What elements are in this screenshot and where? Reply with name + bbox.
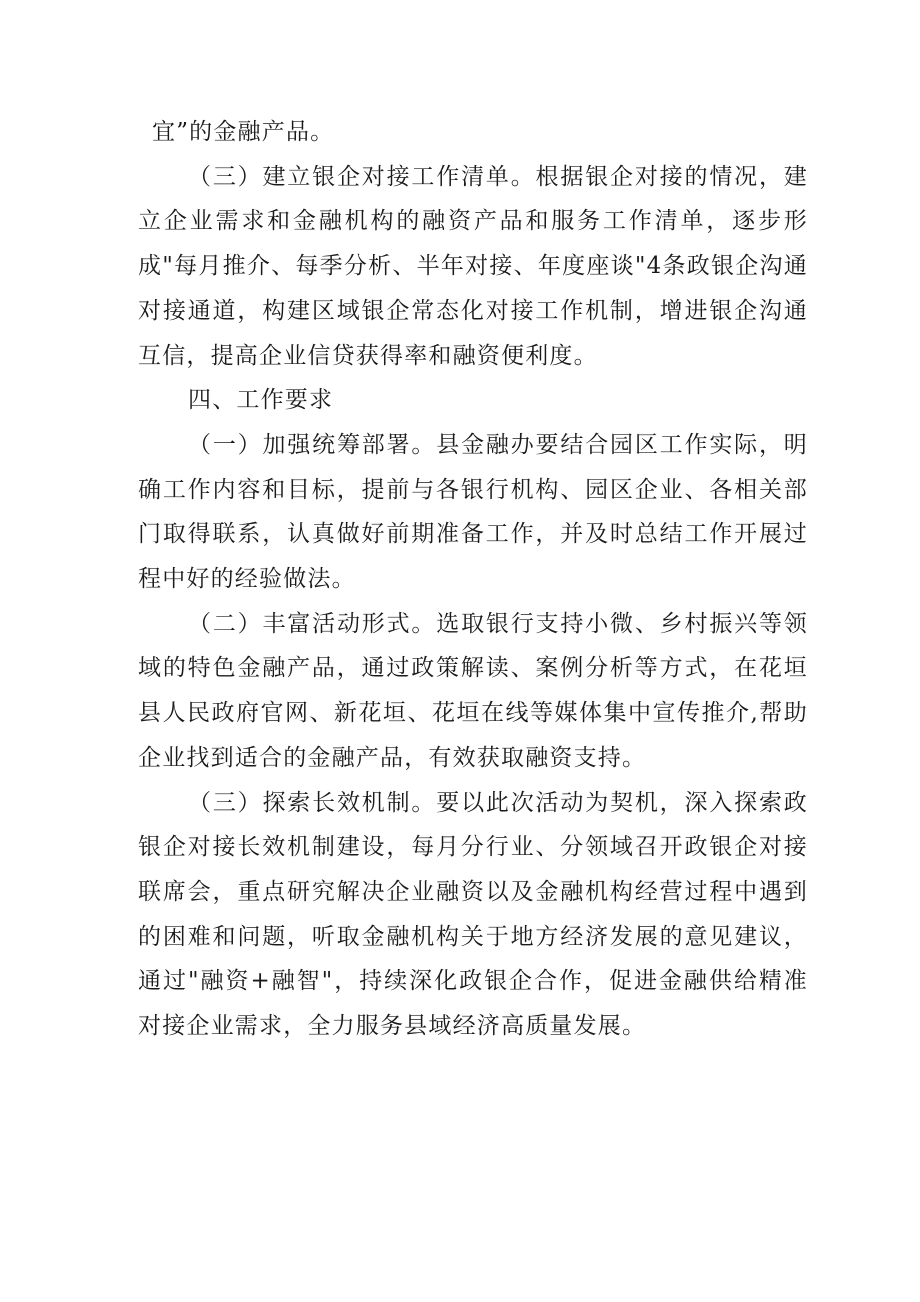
paragraph-continuation: 宜”的金融产品。 [152, 119, 335, 145]
section-heading-work-requirements: 四、工作要求 [188, 387, 334, 414]
paragraph-4-3-long-term-mechanism: （三）探索长效机制。要以此次活动为契机，深入探索政银企对接长效机制建设，每月分行业、分领域召开政银企对接联席会，重点研究解决企业融资以及金融机构经营过程中遇到的困难和问题，听取金融机构关于地方经济发展的意见建议，通过"融资+融智"，持续深化政银企合作，促进金融供给精准对接企业需求，全力服务县域经济高质量发展。 [138, 789, 808, 1040]
document-body [138, 110, 808, 1049]
paragraph-4-1-coordination: （一）加强统筹部署。县金融办要结合园区工作实际，明确工作内容和目标，提前与各银行机构、园区企业、各相关部门取得联系，认真做好前期准备工作，并及时总结工作开展过程中好的经验做法。 [138, 431, 808, 593]
paragraph-3-3-work-list: （三）建立银企对接工作清单。根据银企对接的情况，建立企业需求和金融机构的融资产品和服务工作清单，逐步形成"每月推介、每季分析、半年对接、年度座谈"4条政银企沟通对接通道，构建区域银企常态化对接工作机制，增进银企沟通互信，提高企业信贷获得率和融资便利度。 [138, 163, 808, 369]
paragraph-4-2-activity-forms: （二）丰富活动形式。选取银行支持小微、乡村振兴等领域的特色金融产品，通过政策解读、案例分析等方式，在花垣县人民政府官网、新花垣、花垣在线等媒体集中宣传推介,帮助企业找到适合的金融产品，有效获取融资支持。 [138, 610, 808, 771]
